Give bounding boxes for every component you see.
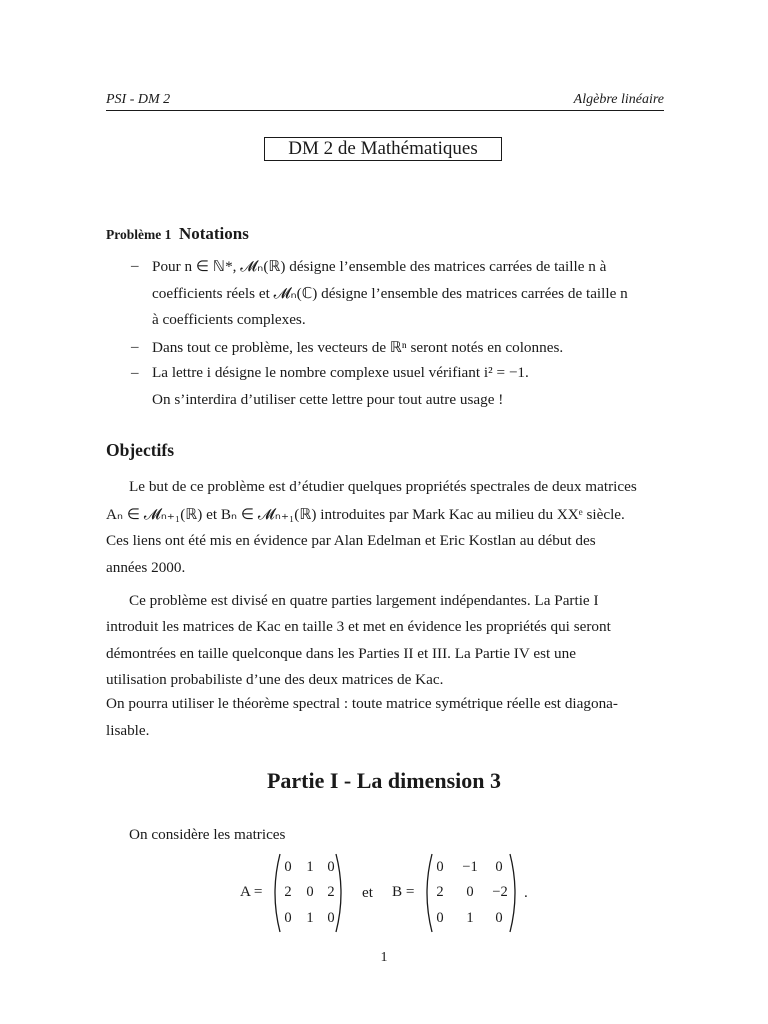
notation-1-line-3: à coefficients complexes. (152, 311, 306, 328)
list-bullet: – (131, 339, 139, 355)
matrix-a-cell: 1 (306, 859, 314, 875)
matrix-a-cell: 0 (284, 859, 292, 875)
matrix-b-cell: 0 (495, 859, 503, 875)
problem-title: Notations (178, 224, 249, 243)
matrix-a-cell: 0 (327, 910, 335, 926)
matrix-b-cell: 0 (495, 910, 503, 926)
objectifs-p1-line-2: Aₙ ∈ 𝓜ₙ₊₁(ℝ) et Bₙ ∈ 𝓜ₙ₊₁(ℝ) introduites par Mark Kac au milieu du XXᵉ siècle. (106, 506, 625, 523)
notation-1-line-2: coefficients réels et 𝓜ₙ(ℂ) désigne l’ensemble des matrices carrées de taille n (152, 285, 628, 302)
notation-3-line-1: La lettre i désigne le nombre complexe usuel vérifiant i² = −1. (152, 364, 529, 381)
matrix-a-cell: 2 (327, 884, 335, 900)
matrix-a-cell: 1 (306, 910, 314, 926)
matrix-b-cell: 0 (466, 884, 474, 900)
problem-label: Problème 1 (106, 227, 172, 242)
matrix-a-cell: 0 (306, 884, 314, 900)
matrix-b-label: B = (392, 883, 415, 900)
matrix-b-cell: −1 (462, 859, 478, 875)
objectifs-p2-line-5: On pourra utiliser le théorème spectral : toute matrice symétrique réelle est diagona- (106, 695, 618, 712)
part-title: Partie I - La dimension 3 (266, 768, 502, 793)
section-heading-objectifs: Objectifs (106, 440, 175, 460)
matrix-b-cell: 0 (436, 859, 444, 875)
objectifs-p1-line-3: Ces liens ont été mis en évidence par Alan Edelman et Eric Kostlan au début des (106, 532, 596, 549)
header-rule (106, 110, 664, 111)
matrix-b-cell: 2 (436, 884, 444, 900)
notation-3-line-2: On s’interdira d’utiliser cette lettre pour tout autre usage ! (152, 391, 504, 408)
conjunction-et: et (362, 884, 373, 901)
matrix-b-cell: 1 (466, 910, 474, 926)
document-title: DM 2 de Mathématiques (264, 137, 502, 161)
list-bullet: – (131, 258, 139, 274)
list-bullet: – (131, 365, 139, 381)
objectifs-p2-line-2: introduit les matrices de Kac en taille 3 et met en évidence les propriétés qui seront (106, 618, 611, 635)
matrix-b-cell: 0 (436, 910, 444, 926)
matrices-intro: On considère les matrices (129, 826, 286, 843)
matrix-a-cell: 2 (284, 884, 292, 900)
objectifs-p2-line-1: Ce problème est divisé en quatre parties largement indépendantes. La Partie I (129, 592, 599, 609)
notation-2-line-1: Dans tout ce problème, les vecteurs de ℝⁿ seront notés en colonnes. (152, 339, 564, 356)
objectifs-p2-line-3: démontrées en taille quelconque dans les Parties II et III. La Partie IV est une (106, 645, 576, 662)
matrix-b-cell: −2 (492, 884, 508, 900)
header-right: Algèbre linéaire (573, 92, 664, 107)
right-paren-icon (334, 852, 348, 934)
problem-heading (106, 224, 249, 244)
running-header (106, 92, 664, 110)
sentence-end-period: . (524, 884, 528, 901)
matrix-a-cell: 0 (327, 859, 335, 875)
page-number: 1 (380, 950, 388, 965)
objectifs-p2-line-4: utilisation probabiliste d’une des deux matrices de Kac. (106, 671, 444, 688)
objectifs-p2-line-6: lisable. (106, 722, 150, 739)
right-paren-icon (508, 852, 522, 934)
matrix-a-label: A = (240, 883, 263, 900)
header-left: PSI - DM 2 (106, 92, 171, 107)
notation-1-line-1: Pour n ∈ ℕ*, 𝓜ₙ(ℝ) désigne l’ensemble des matrices carrées de taille n à (152, 258, 607, 275)
objectifs-p1-line-4: années 2000. (106, 559, 186, 576)
matrix-a-cell: 0 (284, 910, 292, 926)
objectifs-p1-line-1: Le but de ce problème est d’étudier quelques propriétés spectrales de deux matrices (129, 478, 637, 495)
